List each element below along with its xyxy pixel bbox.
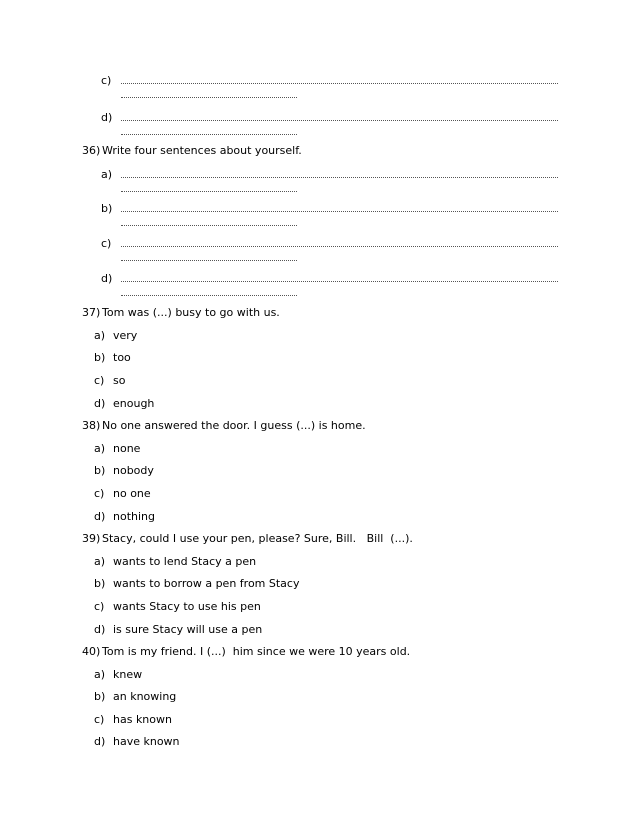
answer-letter: c) <box>101 237 112 250</box>
option-text: too <box>113 351 131 364</box>
question-text: Tom is my friend. I (...) him since we were 10 years old. <box>102 645 411 658</box>
option-item[interactable] <box>0 329 638 345</box>
question-number: 36) <box>82 144 101 157</box>
answer-letter: d) <box>101 111 113 124</box>
option-item[interactable] <box>0 623 638 639</box>
question-text: Tom was (...) busy to go with us. <box>102 306 280 319</box>
option-letter: d) <box>94 735 106 748</box>
answer-line-block <box>0 111 638 141</box>
question-number: 39) <box>82 532 101 545</box>
question-40 <box>82 645 410 658</box>
option-item[interactable] <box>0 600 638 616</box>
option-letter: d) <box>94 623 106 636</box>
dotted-answer-line <box>121 225 297 226</box>
dotted-answer-line <box>121 177 558 178</box>
option-text: has known <box>113 713 172 726</box>
question-39 <box>82 532 413 545</box>
question-37 <box>82 306 280 319</box>
option-letter: b) <box>94 577 106 590</box>
option-item[interactable] <box>0 668 638 684</box>
option-letter: b) <box>94 690 106 703</box>
option-item[interactable] <box>0 690 638 706</box>
option-item[interactable] <box>0 487 638 503</box>
question-number: 40) <box>82 645 101 658</box>
option-text: very <box>113 329 138 342</box>
question-36 <box>82 144 302 157</box>
option-item[interactable] <box>0 351 638 367</box>
option-text: wants to lend Stacy a pen <box>113 555 257 568</box>
option-letter: a) <box>94 442 106 455</box>
dotted-answer-line <box>121 295 297 296</box>
option-text: no one <box>113 487 151 500</box>
option-text: is sure Stacy will use a pen <box>113 623 263 636</box>
question-text: Write four sentences about yourself. <box>102 144 302 157</box>
dotted-answer-line <box>121 260 297 261</box>
question-number: 37) <box>82 306 101 319</box>
answer-line-block <box>0 237 638 267</box>
option-text: so <box>113 374 126 387</box>
option-item[interactable] <box>0 397 638 413</box>
dotted-answer-line <box>121 134 297 135</box>
option-letter: b) <box>94 351 106 364</box>
option-item[interactable] <box>0 374 638 390</box>
answer-letter: b) <box>101 202 113 215</box>
answer-letter: c) <box>101 74 112 87</box>
question-text: Stacy, could I use your pen, please? Sure, Bill. Bill (...). <box>102 532 413 545</box>
option-item[interactable] <box>0 577 638 593</box>
option-letter: c) <box>94 713 105 726</box>
option-letter: c) <box>94 374 105 387</box>
option-text: nobody <box>113 464 154 477</box>
option-text: an knowing <box>113 690 177 703</box>
option-letter: a) <box>94 329 106 342</box>
option-letter: c) <box>94 600 105 613</box>
question-number: 38) <box>82 419 101 432</box>
answer-line-block <box>0 202 638 232</box>
option-item[interactable] <box>0 510 638 526</box>
question-text: No one answered the door. I guess (...) is home. <box>102 419 366 432</box>
option-letter: b) <box>94 464 106 477</box>
option-item[interactable] <box>0 735 638 751</box>
option-letter: c) <box>94 487 105 500</box>
option-letter: a) <box>94 668 106 681</box>
option-item[interactable] <box>0 464 638 480</box>
option-text: knew <box>113 668 143 681</box>
dotted-answer-line <box>121 97 297 98</box>
dotted-answer-line <box>121 211 558 212</box>
option-letter: d) <box>94 397 106 410</box>
option-letter: a) <box>94 555 106 568</box>
answer-line-block <box>0 272 638 302</box>
option-text: none <box>113 442 141 455</box>
dotted-answer-line <box>121 191 297 192</box>
answer-line-block <box>0 74 638 104</box>
answer-letter: a) <box>101 168 113 181</box>
option-text: wants Stacy to use his pen <box>113 600 261 613</box>
dotted-answer-line <box>121 83 558 84</box>
option-letter: d) <box>94 510 106 523</box>
answer-letter: d) <box>101 272 113 285</box>
option-text: nothing <box>113 510 155 523</box>
option-text: wants to borrow a pen from Stacy <box>113 577 300 590</box>
option-item[interactable] <box>0 713 638 729</box>
option-text: have known <box>113 735 180 748</box>
option-item[interactable] <box>0 442 638 458</box>
dotted-answer-line <box>121 246 558 247</box>
answer-line-block <box>0 168 638 198</box>
dotted-answer-line <box>121 120 558 121</box>
option-item[interactable] <box>0 555 638 571</box>
question-38 <box>82 419 366 432</box>
option-text: enough <box>113 397 155 410</box>
dotted-answer-line <box>121 281 558 282</box>
